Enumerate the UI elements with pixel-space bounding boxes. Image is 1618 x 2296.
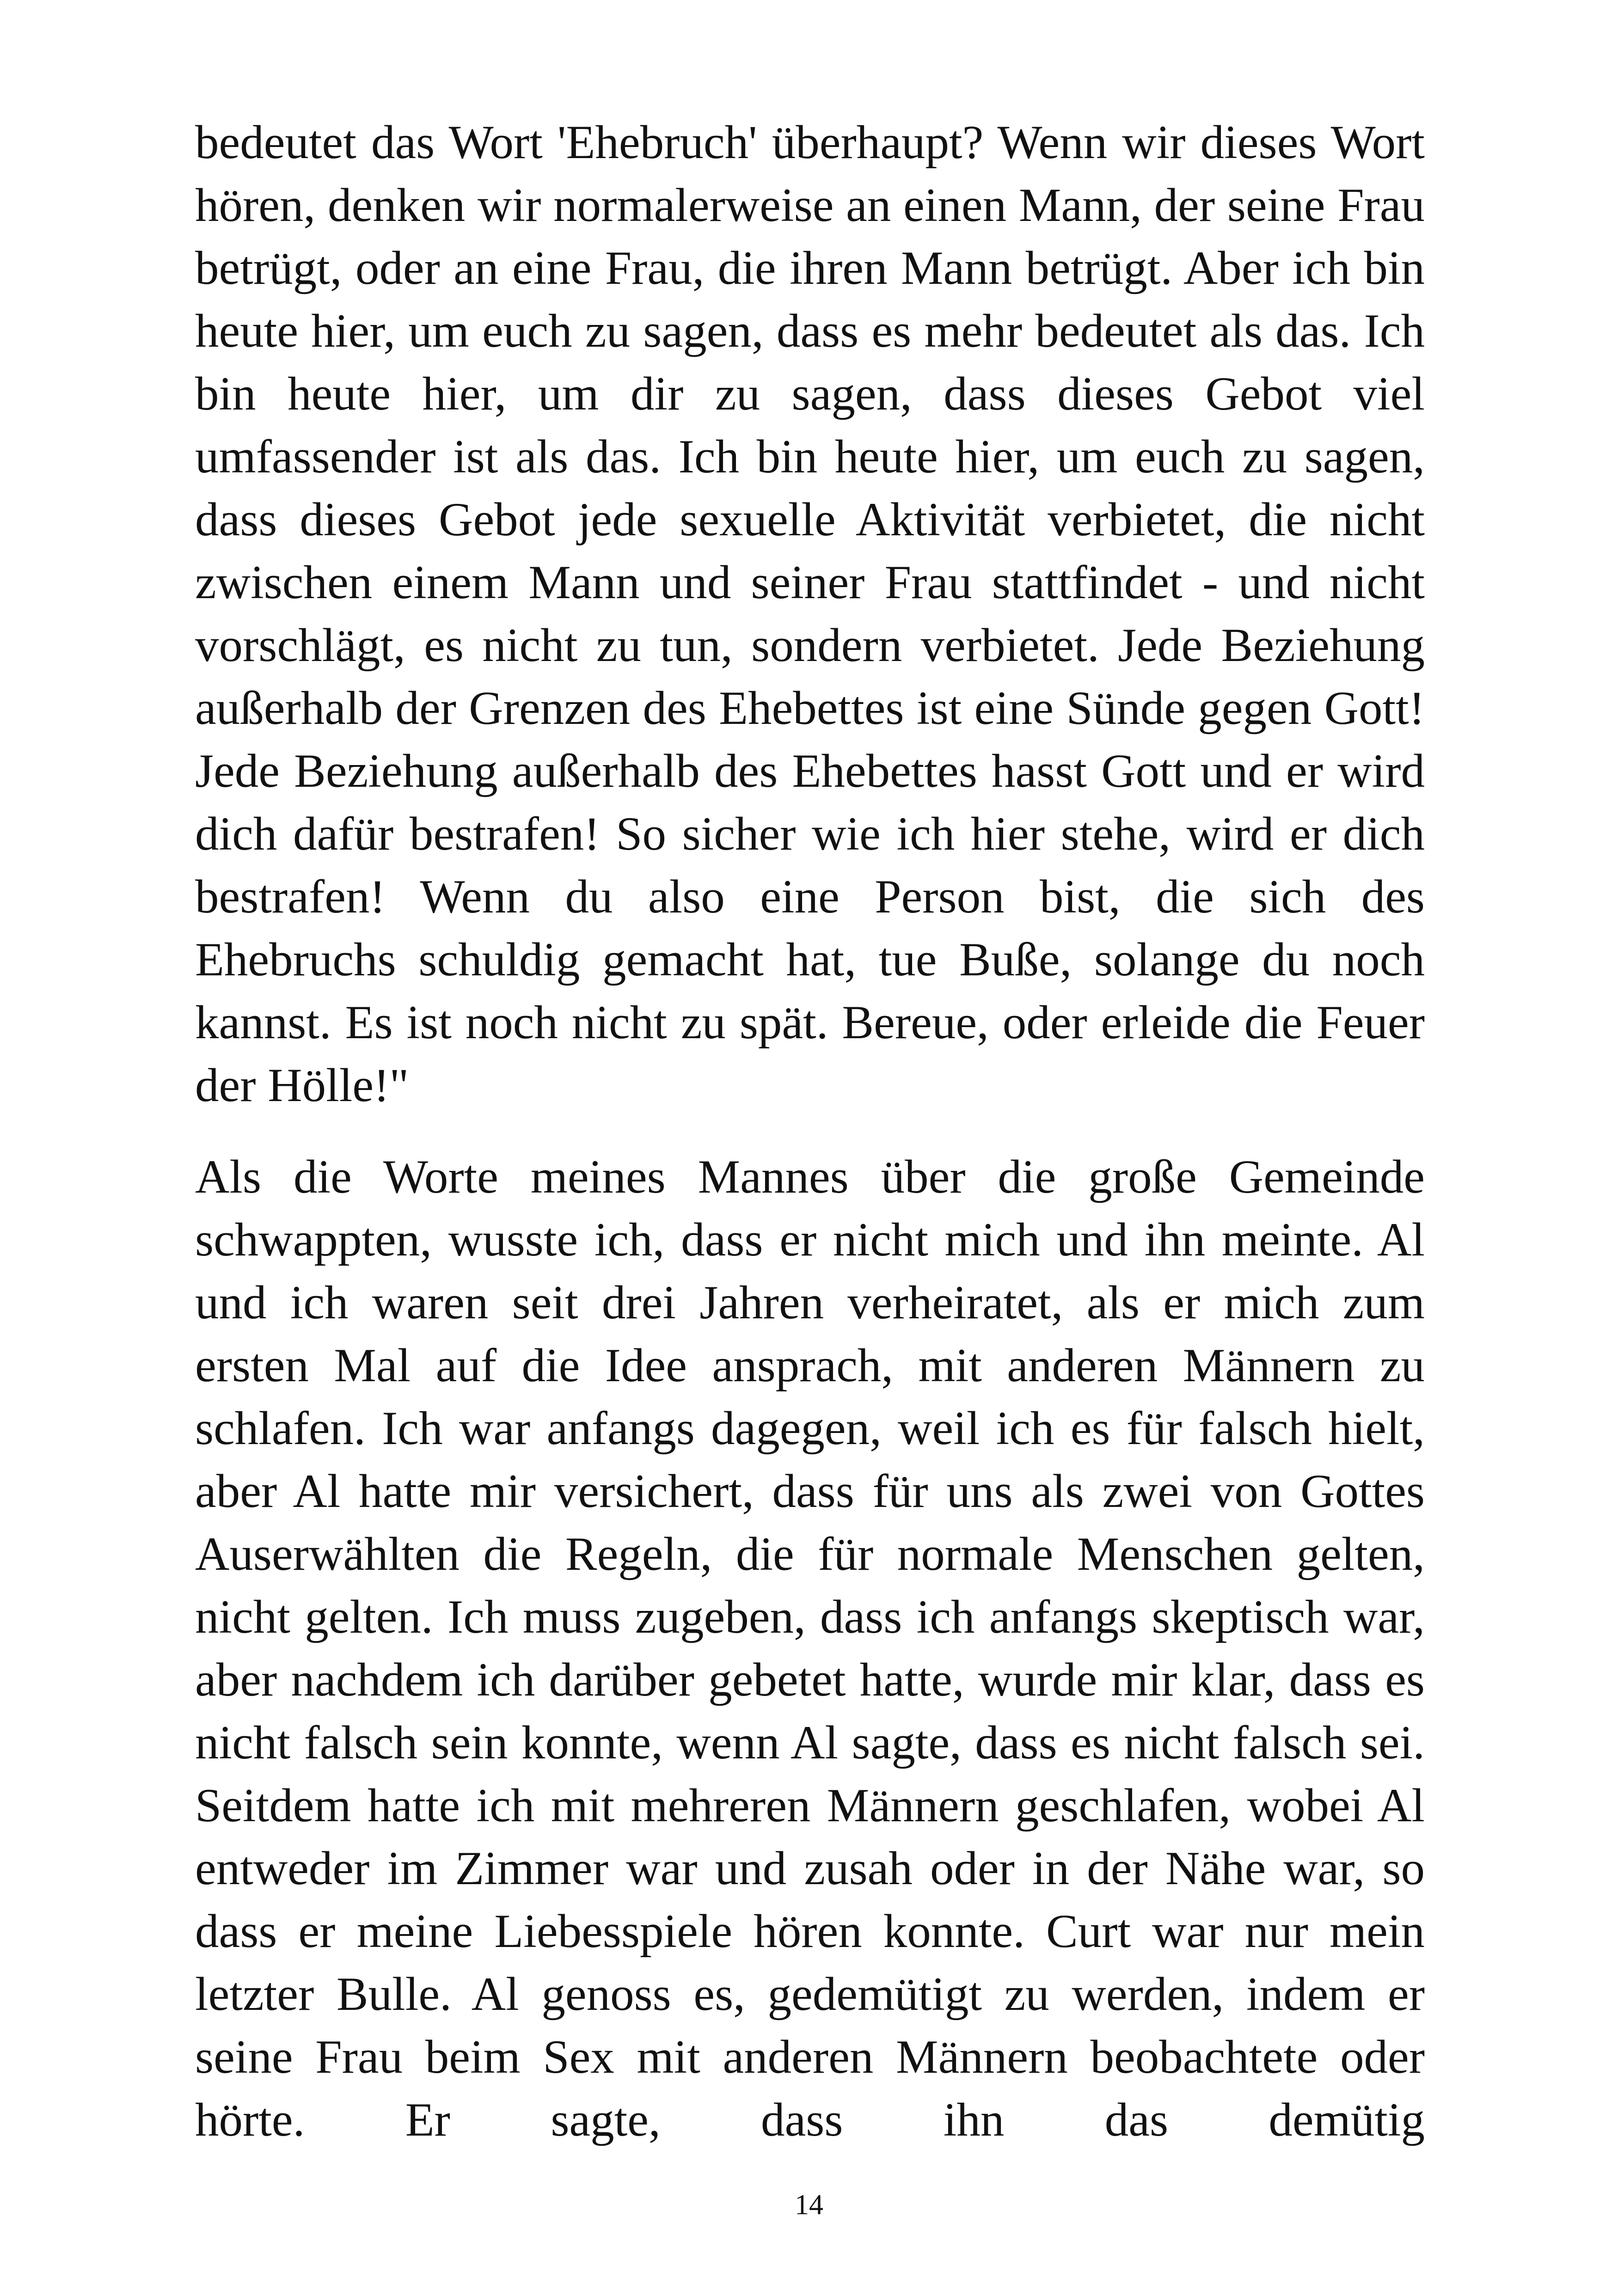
paragraph-1: bedeutet das Wort 'Ehebruch' überhaupt? Wenn wir dieses Wort hören, denken wir normalerweise an einen Mann, der seine Frau betrügt, oder an eine Frau, die ihren Mann betrügt. Aber ich bin heute hier, um euch zu sagen, dass es mehr bedeutet als das. Ich bin heute hier, um dir zu sagen, dass dieses Gebot viel umfassender ist als das. Ich bin heute hier, um euch zu sagen, dass dieses Gebot jede sexuelle Aktivität verbietet, die nicht zwischen einem Mann und seiner Frau stattfindet - und nicht vorschlägt, es nicht zu tun, sondern verbietet. Jede Beziehung außerhalb der Grenzen des Ehebettes ist eine Sünde gegen Gott! Jede Beziehung außerhalb des Ehebettes hasst Gott und er wird dich dafür bestrafen! So sicher wie ich hier stehe, wird er dich bestrafen! Wenn du also eine Person bist, die sich des Ehebruchs schuldig gemacht hat, tue Buße, solange du noch kannst. Es ist noch nicht zu spät. Bereue, oder erleide die Feuer der Hölle!" xyxy=(195,116,1425,1112)
paragraph-2: Als die Worte meines Mannes über die große Gemeinde schwappten, wusste ich, dass er nicht mich und ihn meinte. Al und ich waren seit drei Jahren verheiratet, als er mich zum ersten Mal auf die Idee ansprach, mit anderen Männern zu schlafen. Ich war anfangs dagegen, weil ich es für falsch hielt, aber Al hatte mir versichert, dass für uns als zwei von Gottes Auserwählten die Regeln, die für normale Menschen gelten, nicht gelten. Ich muss zugeben, dass ich anfangs skeptisch war, aber nachdem ich darüber gebetet hatte, wurde mir klar, dass es nicht falsch sein konnte, wenn Al sagte, dass es nicht falsch sei. Seitdem hatte ich mit mehreren Männern geschlafen, wobei Al entweder im Zimmer war und zusah oder in der Nähe war, so dass er meine Liebesspiele hören konnte. Curt war nur mein letzter Bulle. Al genoss es, gedemütigt zu werden, indem er seine Frau beim Sex mit anderen Männern beobachtete oder hörte. Er sagte, dass ihn das demütig xyxy=(195,1151,1425,2146)
body-text xyxy=(195,111,1425,2151)
page-number: 14 xyxy=(795,2189,823,2221)
